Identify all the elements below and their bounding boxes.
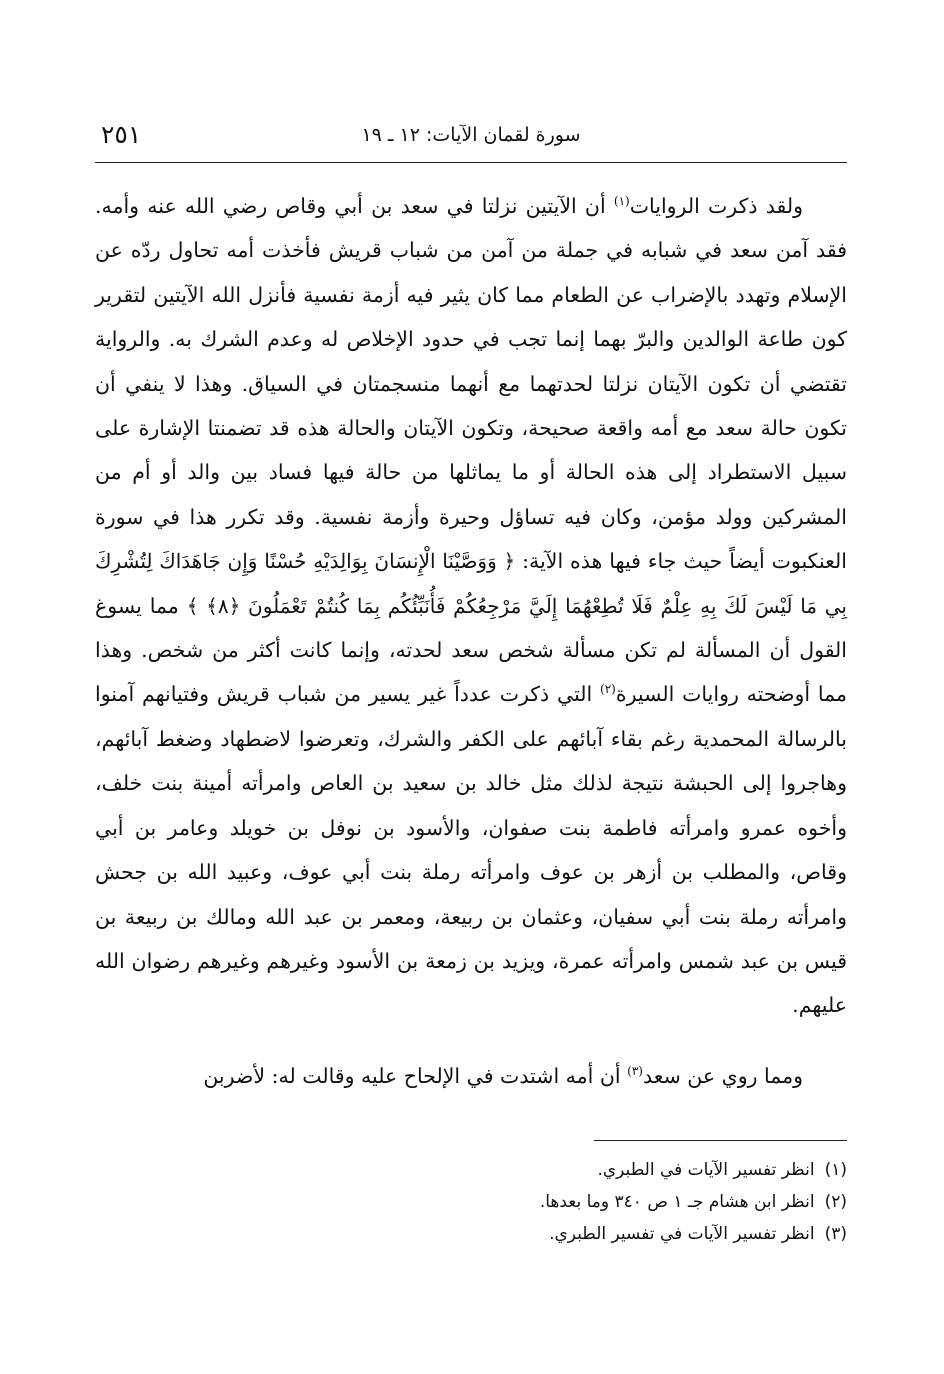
running-title: سورة لقمان الآيات: ١٢ ـ ١٩ [361,124,581,146]
footnote-ref-3: (٣) [627,1063,643,1078]
footnote-1 [95,1154,847,1186]
quran-verse: ﴿ وَوَصَّيْنَا الْإِنسَانَ بِوَالِدَيْهِ حُسْنًا وَإِن جَاهَدَاكَ لِتُشْرِكَ بِي مَا لَيْسَ لَكَ بِهِ عِلْمٌ فَلَا تُطِعْهُمَا إِلَيَّ مَرْجِعُكُمْ فَأُنَبِّئُكُم بِمَا كُنتُمْ تَعْمَلُونَ ﴿٨﴾ ﴾ [95,549,847,618]
footnote-1-text: انظر تفسير الآيات في الطبري. [597,1160,815,1180]
p1-text-d: التي ذكرت عدداً غير يسير من شباب قريش وفتيانهم آمنوا بالرسالة المحمدية رغم بقاء آبائهم على الكفر والشرك، وتعرضوا لاضطهاد وضغط آبائهم، وهاجروا إلى الحبشة نتيجة لذلك مثل خالد بن سعيد بن العاص وامرأته أمينة بنت خلف، وأخوه عمرو وامرأته فاطمة بنت صفوان، والأسود بن نوفل بن خويلد وعامر بن أبي وقاص، والمطلب بن أزهر بن عوف وامرأته رملة بنت أبي عوف، وعبيد الله بن جحش وامرأته رملة بنت أبي سفيان، وعثمان بن ربيعة، ومعمر بن عبد الله ومالك بن ربيعة بن قيس بن عبد شمس وامرأته عمرة، ويزيد بن زمعة بن الأسود وغيرهم وغيرهم رضوان الله عليهم. [95,682,847,1018]
p2-text-b: أن أمه اشتدت في الإلحاح عليه وقالت له: لأضربن [203,1063,628,1088]
footnote-3-text: انظر تفسير الآيات في تفسير الطبري. [549,1224,815,1244]
footnote-ref-2: (٢) [600,682,616,697]
p1-text-a: ولقد ذكرت الروايات [629,194,803,218]
p1-text-c: مما يسوغ القول أن المسألة لم تكن مسألة شخص سعد لحدته، وإنما كانت أكثر من شخص. وهذا مما أوضحته روايات السيرة [95,593,848,707]
p2-text-a: ومما روي عن سعد [642,1063,803,1088]
page-number: ٢٥١ [101,120,142,149]
paragraph-1 [95,184,847,1028]
page-header [95,118,847,163]
footnote-ref-1: (١) [613,194,630,209]
footnote-1-number: (١) [824,1160,847,1180]
footnote-2-text: انظر ابن هشام جـ ١ ص ٣٤٠ وما بعدها. [539,1192,815,1212]
footnotes [95,1154,847,1250]
body-text [95,184,847,1098]
footnote-3 [95,1218,847,1250]
footnote-2 [95,1186,847,1218]
paragraph-2 [95,1054,847,1098]
footnote-2-number: (٢) [824,1192,847,1212]
footnote-divider [594,1140,847,1141]
p1-text-b: أن الآيتين نزلتا في سعد بن أبي وقاص رضي الله عنه وأمه. فقد آمن سعد في شبابه في جملة من آمن من شباب قريش فأخذت أمه تحاول ردّه عن الإسلام وتهدد بالإضراب عن الطعام مما كان يثير فيه أزمة نفسية فأنزل الله الآيتين لتقرير كون طاعة الوالدين والبرّ بهما إنما تجب في حدود الإخلاص له وعدم الشرك به. والرواية تقتضي أن تكون الآيتان نزلتا لحدتهما مع أنهما منسجمتان في السياق. وهذا لا ينفي أن تكون حالة سعد مع أمه واقعة صحيحة، وتكون الآيتان والحالة هذه قد تضمنتا الإشارة على سبيل الاستطراد إلى هذه الحالة أو ما يماثلها من حالة فيها فساد بين والد أو أم من المشركين وولد مؤمن، وكان فيه تساؤل وحيرة وأزمة نفسية. وقد تكرر هذا في سورة العنكبوت أيضاً حيث جاء فيها هذه الآية: [95,194,847,574]
footnote-3-number: (٣) [824,1224,847,1244]
